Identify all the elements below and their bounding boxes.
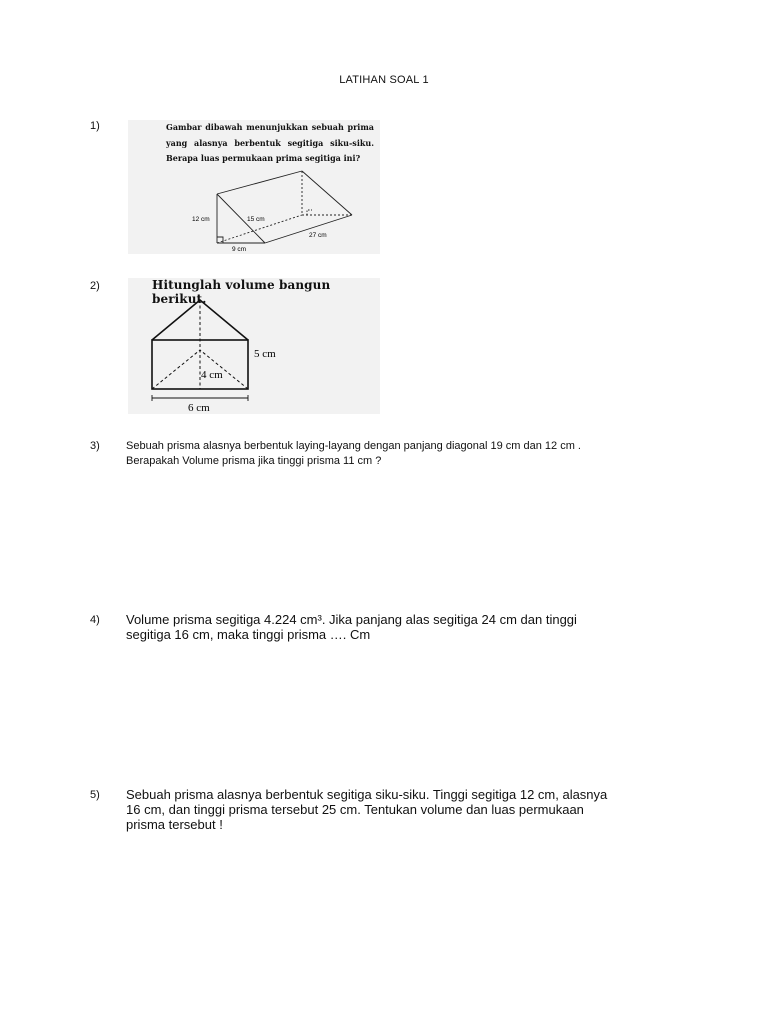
question-1-figure [128, 120, 380, 254]
question-3-line-1: Sebuah prisma alasnya berbentuk laying-layang dengan panjang diagonal 19 cm dan 12 cm . [126, 440, 581, 452]
question-2-heading: Hitunglah volume bangun berikut. [152, 278, 331, 306]
question-4-text [126, 612, 686, 642]
question-4-line-2: segitiga 16 cm, maka tinggi prisma …. Cm [126, 627, 371, 642]
question-5-line-2: 16 cm, dan tinggi prisma tersebut 25 cm. Tentukan volume dan luas permukaan [126, 802, 584, 817]
question-5-line-1: Sebuah prisma alasnya berbentuk segitiga siku-siku. Tinggi segitiga 12 cm, alasnya [126, 787, 608, 802]
page-title: LATIHAN SOAL 1 [339, 74, 429, 86]
right-angle-mark-front [217, 237, 223, 243]
question-1-figure-text: Gambar dibawah menunjukkan sebuah prima yang alasnya berbentuk segitiga siku-siku. Berapa luas permukaan prima segitiga ini? [166, 122, 374, 163]
question-3-line-2: Berapakah Volume prisma jika tinggi prisma 11 cm ? [126, 455, 382, 467]
question-4-number: 4) [90, 614, 100, 626]
question-1-number: 1) [90, 120, 100, 132]
question-4-line-1: Volume prisma segitiga 4.224 cm³. Jika panjang alas segitiga 24 cm dan tinggi [126, 612, 577, 627]
question-5-line-3: prisma tersebut ! [126, 817, 223, 832]
triangular-prism-diagram [128, 120, 380, 254]
prism-top-edge [217, 171, 302, 194]
question-3-text [126, 439, 686, 469]
label-height: 12 cm [192, 216, 210, 223]
hidden-left-diagonal [152, 350, 200, 389]
question-2-number: 2) [90, 280, 100, 292]
question-3-number: 3) [90, 440, 100, 452]
label-base: 9 cm [232, 246, 247, 253]
label-inner: 4 cm [201, 369, 223, 381]
right-angle-mark-back [307, 210, 312, 215]
label-height: 5 cm [254, 348, 276, 360]
prism-front-view-diagram [128, 278, 380, 414]
front-rectangle [152, 340, 248, 389]
question-5-text [126, 787, 686, 832]
label-width: 6 cm [188, 402, 210, 414]
label-length: 27 cm [309, 232, 327, 239]
prism-back-slant-edge [302, 171, 352, 215]
label-hypotenuse: 15 cm [247, 216, 265, 223]
question-5-number: 5) [90, 789, 100, 801]
question-2-figure [128, 278, 380, 414]
